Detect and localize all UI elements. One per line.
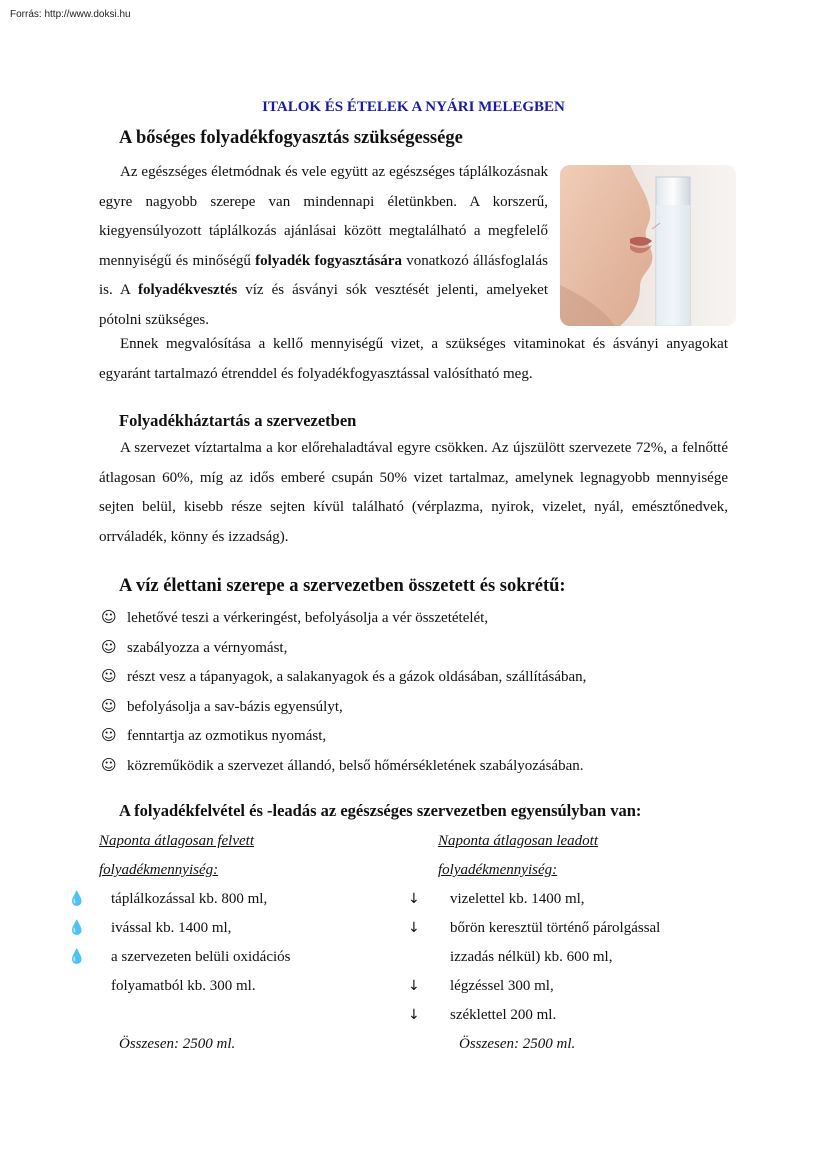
smiley-icon: ☺ bbox=[101, 696, 117, 715]
section-heading-fluid-balance: Folyadékháztartás a szervezetben bbox=[119, 411, 357, 430]
body-water-paragraph: A szervezet víztartalma a kor előrehaladtával egyre csökken. Az újszülött szervezete 72%, a felnőtté átlagosan 60%, míg az idős emberé csupán 50% vizet tartalmaz, amelynek legnagyobb mennyisége sejten belül, kisebb része sejten kívül található (vérplazma, nyirok, vizelet, nyál, emésztőnedvek, orrváladék, könny és izzadság). bbox=[99, 440, 728, 545]
arrow-down-icon: ↓ bbox=[408, 891, 420, 907]
woman-drinking-illustration bbox=[560, 165, 736, 326]
intro-paragraph: Az egészséges életmódnak és vele együtt az egészséges táplálkozásnak egyre nagyobb szerepe van mindennapi életünkben. A korszerű, kiegyensúlyozott táplálkozás ajánlásai között megtalálható a megfelelő mennyiségű és minőségű folyadék fogyasztására vonatkozó állásfoglalás is. A folyadékvesztés víz és ásványi sók vesztését jelenti, amelyeket pótolni szükséges. bbox=[99, 164, 548, 328]
output-heading-line-1: Naponta átlagosan leadott bbox=[438, 833, 599, 849]
list-item: ☺ fenntartja az ozmotikus nyomást, bbox=[101, 721, 586, 751]
list-item-continuation: folyamatból kb. 300 ml. bbox=[111, 978, 256, 994]
list-item: ☺ lehetővé teszi a vérkeringést, befolyásolja a vér összetételét, bbox=[101, 603, 586, 633]
list-item: 💧 ivással kb. 1400 ml, bbox=[68, 914, 291, 943]
output-heading-line-2: folyadékmennyiség: bbox=[438, 862, 558, 878]
list-item: 💧 a szervezeten belüli oxidációs bbox=[68, 943, 291, 972]
drinking-water-photo bbox=[560, 165, 736, 326]
list-item: ☺ szabályozza a vérnyomást, bbox=[101, 633, 586, 663]
intake-heading-line-1: Naponta átlagosan felvett bbox=[99, 833, 254, 849]
intro-paragraph-2: Ennek megvalósítása a kellő mennyiségű vizet, a szükséges vitaminokat és ásványi anyagokat egyaránt tartalmazó étrenddel és folyadékfogyasztással valósítható meg. bbox=[99, 336, 728, 382]
smiley-icon: ☺ bbox=[101, 637, 117, 656]
drop-icon: 💧 bbox=[68, 949, 86, 965]
list-item: ☺ közreműködik a szervezet állandó, belső hőmérsékletének szabályozásában. bbox=[101, 751, 586, 781]
section-heading-intake-output: A folyadékfelvétel és -leadás az egészséges szervezetben egyensúlyban van: bbox=[119, 801, 642, 820]
drop-icon: 💧 bbox=[68, 920, 86, 936]
smiley-icon: ☺ bbox=[101, 755, 117, 774]
intake-column bbox=[68, 827, 291, 1059]
list-item: ↓ légzéssel 300 ml, bbox=[408, 972, 660, 1001]
arrow-down-icon: ↓ bbox=[408, 920, 420, 936]
page-title: ITALOK ÉS ÉTELEK A NYÁRI MELEGBEN bbox=[262, 99, 565, 115]
list-item: ↓ bőrön keresztül történő párolgással bbox=[408, 914, 660, 943]
list-item: 💧 táplálkozással kb. 800 ml, bbox=[68, 885, 291, 914]
intake-total: Összesen: 2500 ml. bbox=[119, 1036, 236, 1052]
list-item: ☺ befolyásolja a sav-bázis egyensúlyt, bbox=[101, 692, 586, 722]
smiley-icon: ☺ bbox=[101, 726, 117, 744]
arrow-down-icon: ↓ bbox=[408, 978, 420, 994]
source-note: Forrás: http://www.doksi.hu bbox=[10, 9, 131, 20]
drop-icon: 💧 bbox=[68, 891, 86, 907]
section-heading-fluid-intake: A bőséges folyadékfogyasztás szükségessége bbox=[119, 128, 463, 148]
smiley-icon: ☺ bbox=[101, 608, 117, 626]
output-column bbox=[408, 827, 660, 1059]
intake-heading-line-2: folyadékmennyiség: bbox=[99, 862, 219, 878]
section-heading-water-role: A víz élettani szerepe a szervezetben összetett és sokrétű: bbox=[119, 576, 566, 596]
smiley-icon: ☺ bbox=[101, 667, 117, 685]
arrow-down-icon: ↓ bbox=[408, 1007, 420, 1023]
output-total: Összesen: 2500 ml. bbox=[459, 1036, 576, 1052]
list-item: ↓ vizelettel kb. 1400 ml, bbox=[408, 885, 660, 914]
list-item: ↓ széklettel 200 ml. bbox=[408, 1001, 660, 1030]
list-item-continuation: izzadás nélkül) kb. 600 ml, bbox=[450, 949, 613, 965]
water-role-list bbox=[101, 603, 586, 780]
list-item: ☺ részt vesz a tápanyagok, a salakanyagok és a gázok oldásában, szállításában, bbox=[101, 662, 586, 692]
